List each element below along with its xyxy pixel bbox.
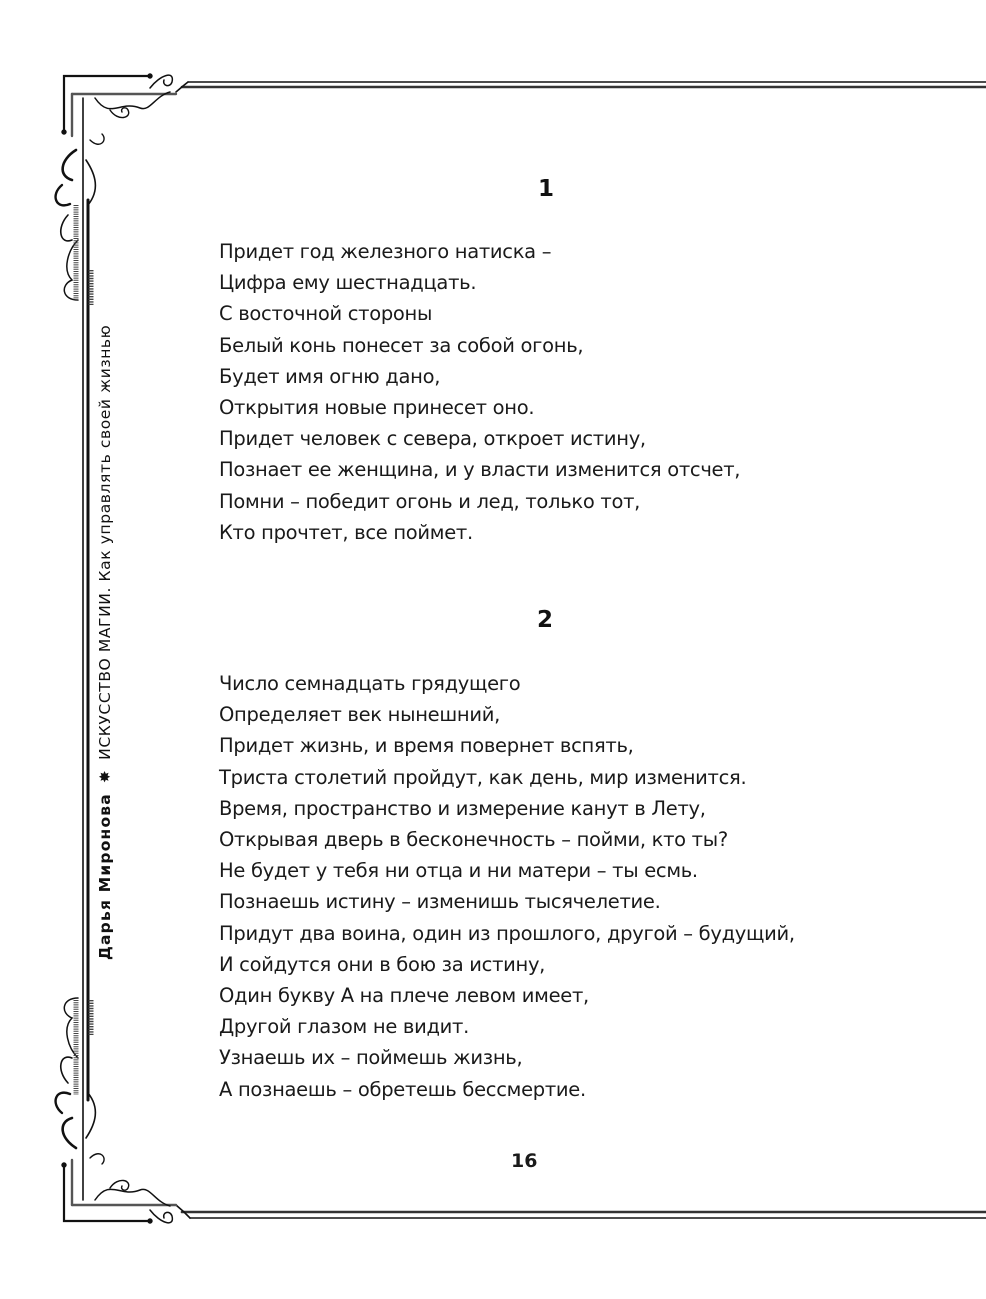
page-number: 16 bbox=[511, 1150, 538, 1172]
verse-line: Придет жизнь, и время повернет вспять, bbox=[219, 734, 634, 758]
verse-line: Узнаешь их – поймешь жизнь, bbox=[219, 1046, 523, 1070]
verse-line: Определяет век нынешний, bbox=[219, 703, 500, 727]
verse-line: Помни – победит огонь и лед, только тот, bbox=[219, 489, 641, 513]
verse-line: Другой глазом не видит. bbox=[219, 1015, 469, 1039]
verse-line: Придет год железного натиска – bbox=[219, 240, 552, 263]
verse-line: Познаешь истину – изменишь тысячелетие. bbox=[219, 890, 661, 914]
verse-line: И сойдутся они в бою за истину, bbox=[219, 952, 546, 976]
verse-line: Белый конь понесет за собой огонь, bbox=[219, 333, 584, 357]
verse-line: Цифра ему шестнадцать. bbox=[219, 271, 477, 295]
verse-line: Число семнадцать грядущего bbox=[219, 672, 521, 695]
corner-bracket-bottom-left bbox=[64, 1165, 150, 1221]
corner-bracket-top-left bbox=[64, 76, 150, 132]
book-title: ИСКУССТВО МАГИИ. Как управлять своей жизнью bbox=[96, 324, 114, 760]
section-number: 2 bbox=[537, 607, 554, 633]
verse-section-2 bbox=[219, 668, 795, 1105]
running-head bbox=[96, 320, 114, 960]
author-name: Дарья Миронова bbox=[96, 793, 114, 960]
verse-line: Не будет у тебя ни отца и ни матери – ты есмь. bbox=[219, 859, 698, 883]
verse-line: Познает ее женщина, и у власти изменится отсчет, bbox=[219, 458, 741, 482]
verse-line: Триста столетий пройдут, как день, мир изменится. bbox=[219, 765, 747, 789]
verse-line: Время, пространство и измерение канут в Лету, bbox=[219, 796, 706, 820]
verse-line: Открытия новые принесет оно. bbox=[219, 396, 535, 420]
verse-line: С восточной стороны bbox=[219, 302, 433, 326]
section-number: 1 bbox=[538, 176, 555, 202]
verse-line: Кто прочтет, все поймет. bbox=[219, 520, 473, 544]
verse-line: Придет человек с севера, откроет истину, bbox=[219, 427, 646, 451]
verse-line: Будет имя огню дано, bbox=[219, 364, 441, 388]
verse-line: Один букву А на плече левом имеет, bbox=[219, 984, 589, 1008]
verse-section-1 bbox=[219, 236, 740, 548]
verse-line: Открывая дверь в бесконечность – пойми, кто ты? bbox=[219, 828, 728, 852]
star-ornament-icon: ✸ bbox=[96, 769, 114, 784]
verse-line: А познаешь – обретешь бессмертие. bbox=[219, 1077, 586, 1101]
verse-line: Придут два воина, один из прошлого, другой – будущий, bbox=[219, 921, 795, 945]
